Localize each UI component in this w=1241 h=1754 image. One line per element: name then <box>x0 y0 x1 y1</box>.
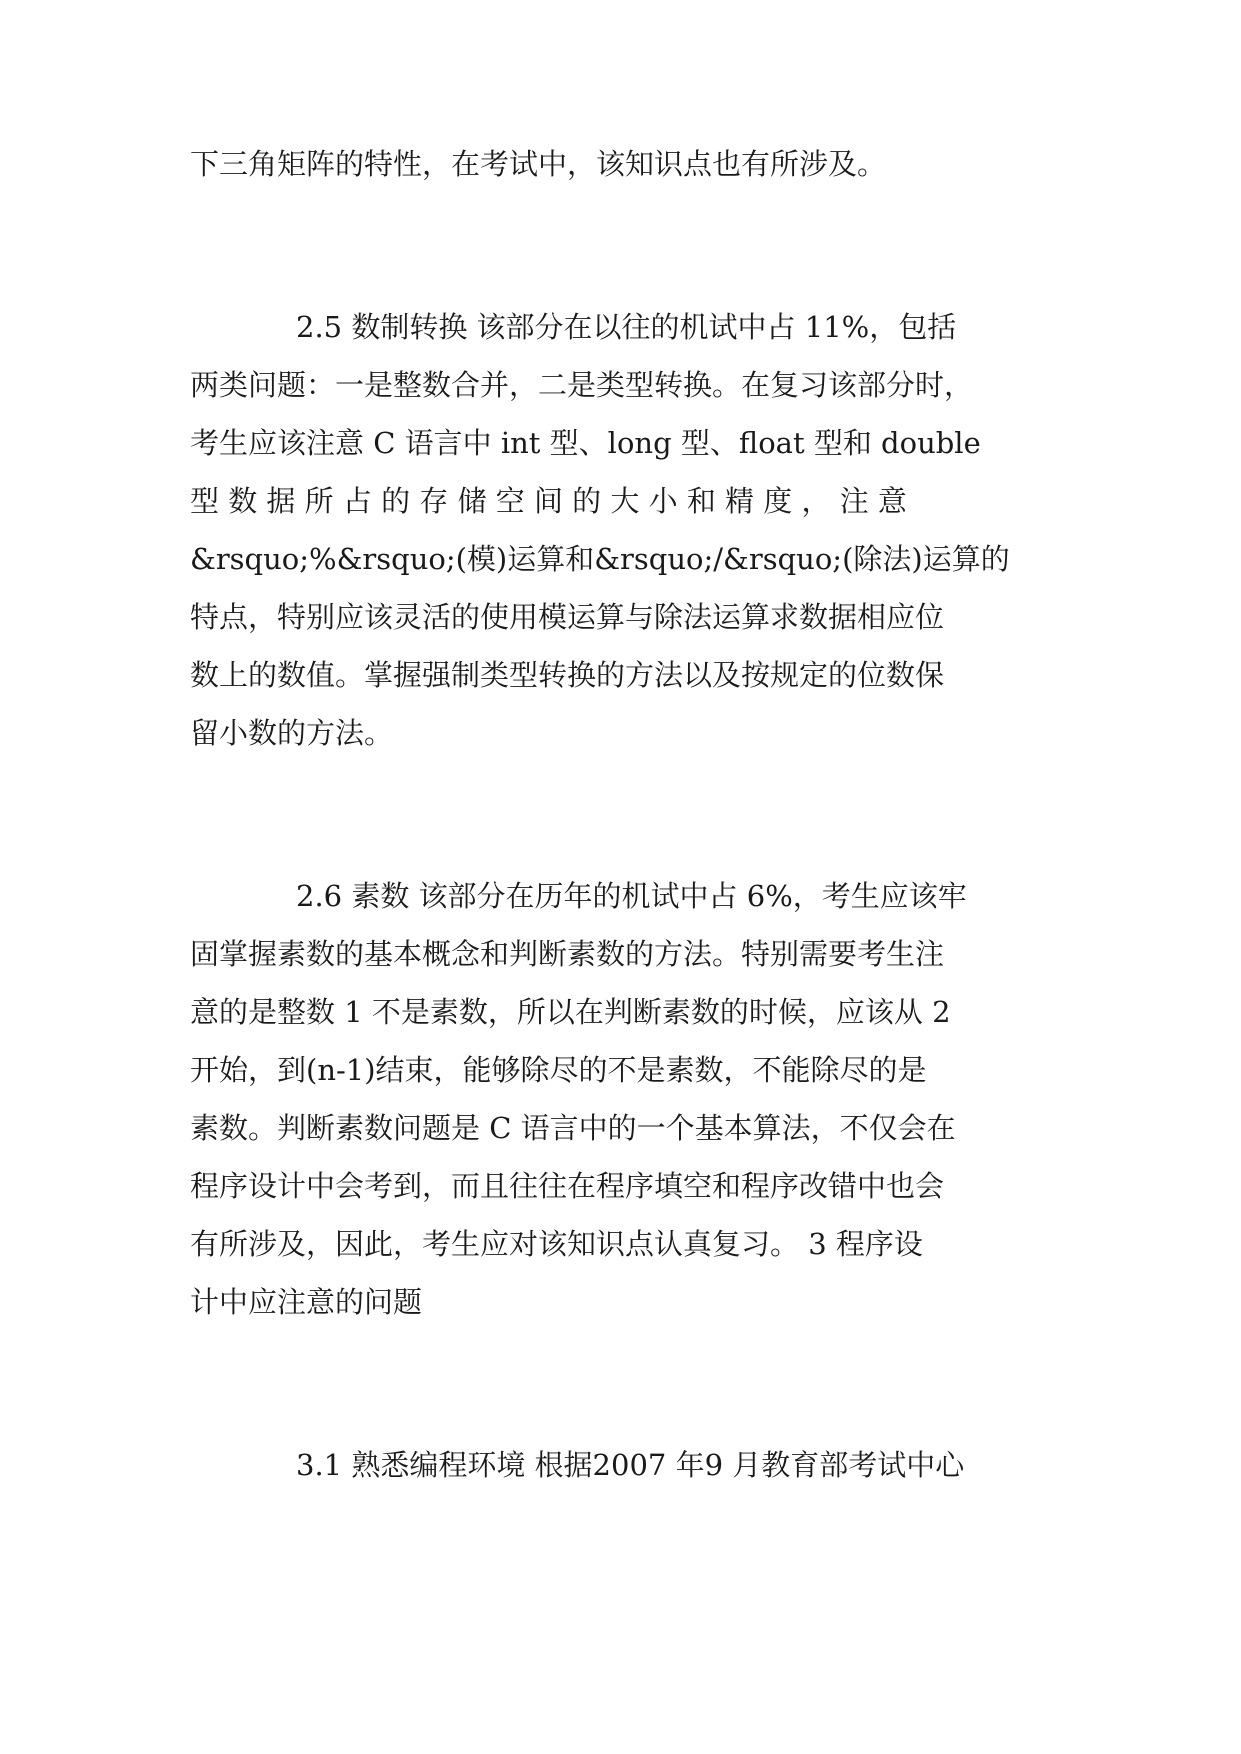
text-line: 两类问题：一是整数合并，二是类型转换。在复习该部分时， <box>190 368 974 402</box>
text-line: 开始，到(n-1)结束，能够除尽的不是素数，不能除尽的是 <box>190 1053 927 1087</box>
text-line: &rsquo;%&rsquo;(模)运算和&rsquo;/&rsquo;(除法)运算的 <box>190 542 1010 576</box>
section-3-1-heading-line: 3.1 熟悉编程环境 根据2007 年9 月教育部考试中心 <box>296 1448 965 1482</box>
text-line: 留小数的方法。 <box>190 716 394 750</box>
text-line: 特点，特别应该灵活的使用模运算与除法运算求数据相应位 <box>190 600 945 634</box>
section-2-6-heading-line: 2.6 素数 该部分在历年的机试中占 6%，考生应该牢 <box>296 879 967 913</box>
text-line: 型 数 据 所 占 的 存 储 空 间 的 大 小 和 精 度 ， 注 意 <box>190 484 907 518</box>
text-line: 素数。判断素数问题是 C 语言中的一个基本算法，不仅会在 <box>190 1111 956 1145</box>
text-line: 有所涉及，因此，考生应对该知识点认真复习。 3 程序设 <box>190 1227 923 1261</box>
text-line: 固掌握素数的基本概念和判断素数的方法。特别需要考生注 <box>190 937 945 971</box>
section-2-5-heading-line: 2.5 数制转换 该部分在以往的机试中占 11%，包括 <box>296 310 957 344</box>
text-line: 考生应该注意 C 语言中 int 型、long 型、float 型和 double <box>190 426 981 460</box>
text-line: 计中应注意的问题 <box>190 1285 423 1319</box>
text-line: 数上的数值。掌握强制类型转换的方法以及按规定的位数保 <box>190 658 945 692</box>
text-line: 意的是整数 1 不是素数，所以在判断素数的时候，应该从 2 <box>190 995 951 1029</box>
text-line: 程序设计中会考到，而且往往在程序填空和程序改错中也会 <box>190 1169 945 1203</box>
text-line: 下三角矩阵的特性，在考试中，该知识点也有所涉及。 <box>190 147 887 181</box>
